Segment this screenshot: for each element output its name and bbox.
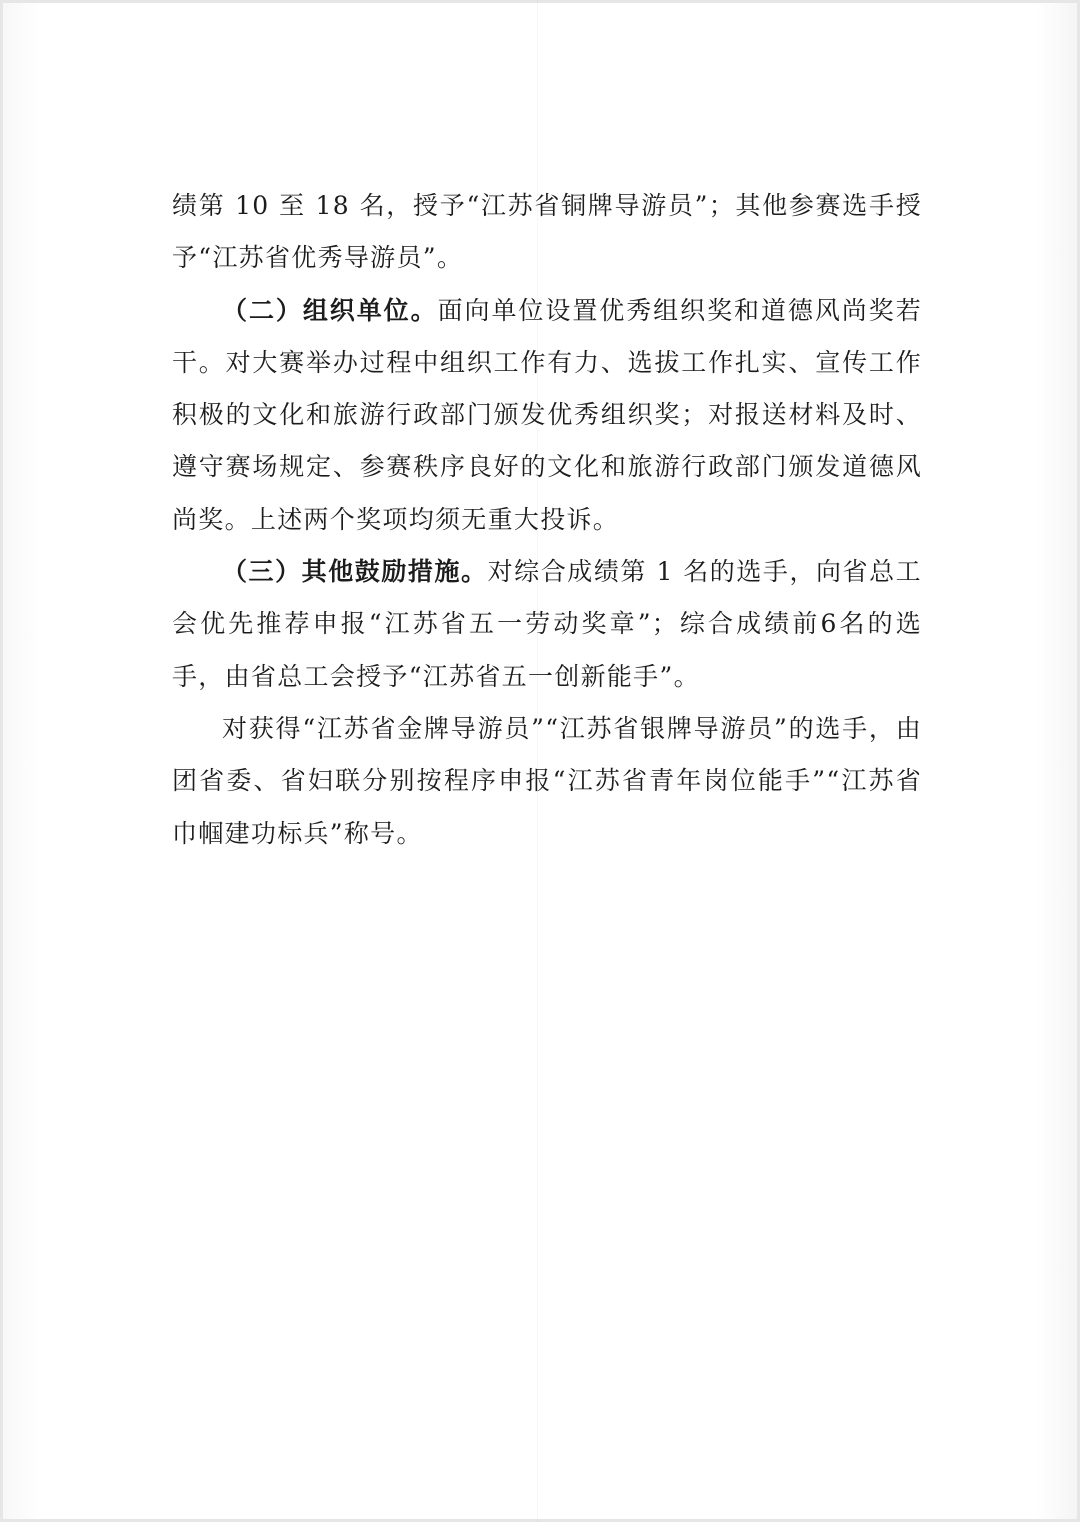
paragraph-text: 对综合成绩第 1 名的选手，向省总工会优先推荐申报“江苏省五一劳动奖章”；综合成绩前6名的选手，由省总工会授予“江苏省五一创新能手”。: [172, 557, 922, 691]
paragraph-other-incentives: [172, 546, 922, 703]
document-body: [172, 180, 922, 860]
section-heading: （二）组织单位。: [222, 295, 438, 325]
paragraph-text: 面向单位设置优秀组织奖和道德风尚奖若干。对大赛举办过程中组织工作有力、选拔工作扎实、宣传工作积极的文化和旅游行政部门颁发优秀组织奖；对报送材料及时、遵守赛场规定、参赛秩序良好的文化和旅游行政部门颁发道德风尚奖。上述两个奖项均须无重大投诉。: [172, 295, 923, 534]
paragraph-text: 对获得“江苏省金牌导游员”“江苏省银牌导游员”的选手，由团省委、省妇联分别按程序申报“江苏省青年岗位能手”“江苏省巾帼建功标兵”称号。: [172, 713, 922, 848]
paragraph-youth-and-women-honors: [172, 703, 922, 860]
section-heading: （三）其他鼓励措施。: [222, 557, 488, 587]
paragraph-text: 绩第 10 至 18 名，授予“江苏省铜牌导游员”；其他参赛选手授予“江苏省优秀导游员”。: [172, 191, 922, 273]
paragraph-organizing-units: [172, 285, 922, 546]
paragraph-award-continuation: [172, 180, 922, 285]
